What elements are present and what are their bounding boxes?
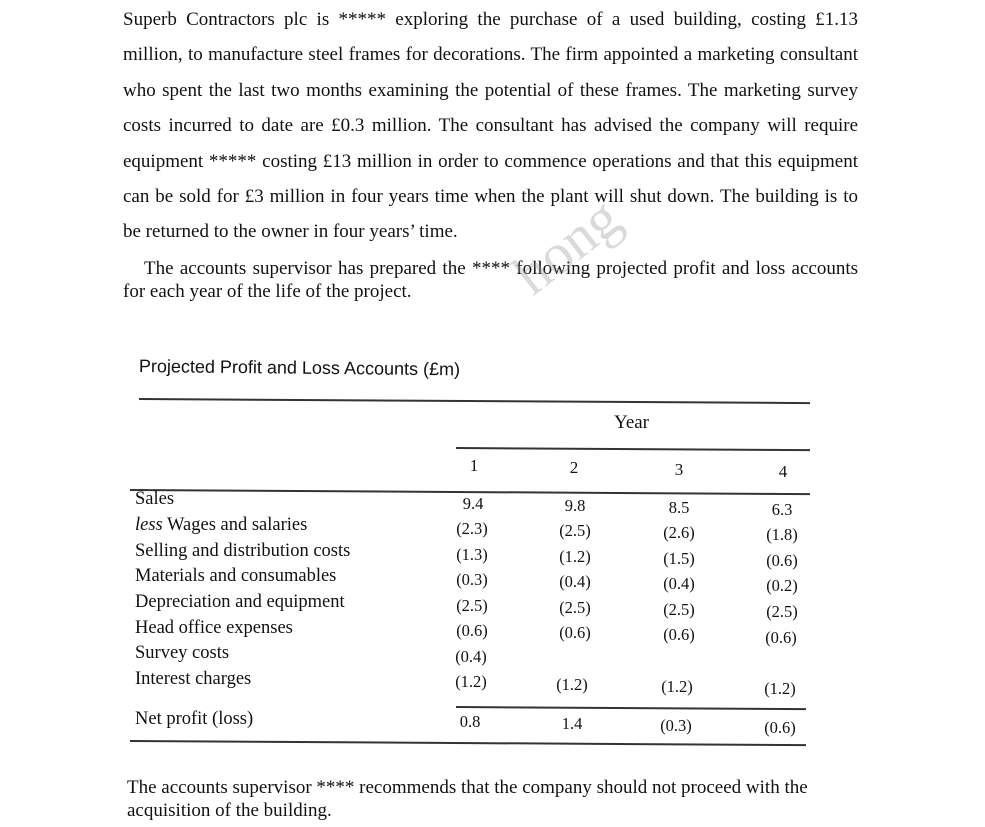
year-header: Year — [614, 412, 650, 433]
cell-materials-y2: (0.4) — [559, 572, 591, 591]
cell-interest-y2: (1.2) — [556, 675, 588, 694]
cell-wages-y1: (2.3) — [456, 519, 488, 538]
recommendation-paragraph — [127, 776, 862, 822]
cell-interest-y4: (1.2) — [764, 679, 796, 698]
row-label-selling: Selling and distribution costs — [135, 541, 351, 561]
cell-selling-y3: (1.5) — [663, 549, 695, 568]
table-title: Projected Profit and Loss Accounts (£m) — [138, 356, 461, 380]
column-header-year-4: 4 — [778, 462, 788, 481]
cell-depreciation-y4: (2.5) — [766, 602, 798, 621]
cell-interest-y3: (1.2) — [661, 677, 693, 696]
cell-net-y3: (0.3) — [660, 716, 692, 735]
cell-selling-y2: (1.2) — [559, 547, 591, 566]
row-label-interest: Interest charges — [135, 669, 252, 689]
cell-survey-y1: (0.4) — [455, 647, 487, 666]
cell-sales-y3: 8.5 — [668, 498, 690, 517]
supervisor-text: The accounts supervisor has prepared the **** following projected profit and loss accounts for each year of the life of the project. — [123, 258, 858, 302]
cell-sales-y2: 9.8 — [564, 496, 586, 515]
subtotal-rule — [456, 706, 806, 710]
column-header-year-1: 1 — [469, 456, 479, 475]
cell-materials-y4: (0.2) — [766, 576, 798, 595]
row-label-survey: Survey costs — [135, 643, 230, 663]
row-label-head-office: Head office expenses — [135, 618, 293, 638]
cell-depreciation-y3: (2.5) — [663, 600, 695, 619]
cell-sales-y1: 9.4 — [462, 494, 484, 513]
row-label-less: less — [135, 515, 163, 535]
cell-net-y4: (0.6) — [764, 718, 796, 737]
column-header-year-2: 2 — [569, 458, 579, 477]
row-label-wages-text: Wages and salaries — [162, 515, 308, 535]
cell-materials-y1: (0.3) — [456, 570, 488, 589]
cell-head-office-y3: (0.6) — [663, 625, 695, 644]
row-label-wages — [135, 515, 307, 536]
intro-paragraph — [123, 2, 858, 250]
year-rule — [456, 447, 810, 451]
cell-materials-y3: (0.4) — [663, 574, 695, 593]
cell-net-y2: 1.4 — [561, 714, 583, 733]
cell-depreciation-y2: (2.5) — [559, 598, 591, 617]
cell-head-office-y4: (0.6) — [765, 628, 797, 647]
cell-wages-y3: (2.6) — [663, 523, 695, 542]
cell-head-office-y1: (0.6) — [456, 621, 488, 640]
table-top-rule — [139, 398, 810, 404]
recommendation-text: The accounts supervisor **** recommends that the company should not proceed with the acquisition of the building. — [127, 777, 808, 821]
column-header-year-3: 3 — [674, 460, 684, 479]
cell-selling-y1: (1.3) — [456, 545, 488, 564]
cell-selling-y4: (0.6) — [766, 551, 798, 570]
cell-wages-y4: (1.8) — [766, 525, 798, 544]
row-label-sales: Sales — [135, 489, 175, 509]
table-bottom-rule — [130, 740, 806, 746]
watermark: hong — [500, 184, 633, 308]
cell-sales-y4: 6.3 — [771, 500, 793, 519]
cell-depreciation-y1: (2.5) — [456, 596, 488, 615]
cell-head-office-y2: (0.6) — [559, 623, 591, 642]
row-label-depreciation: Depreciation and equipment — [135, 592, 345, 612]
cell-net-y1: 0.8 — [459, 712, 481, 731]
cell-wages-y2: (2.5) — [559, 521, 591, 540]
cell-interest-y1: (1.2) — [455, 672, 487, 691]
intro-text: Superb Contractors plc is ***** exploring the purchase of a used building, costing £1.13 million, to manufacture steel frames for decorations. The firm appointed a marketing consultant who spent the last two months examining the potential of these frames. The marketing survey costs incurred to date are £0.3 million. The consultant has advised the company will require equipment ***** costing £13 million in order to commence operations and that this equipment can be sold for £3 million in four years time when the plant will shut down. The building is to be returned to the owner in four years’ time. — [123, 9, 858, 243]
row-label-net-profit: Net profit (loss) — [135, 709, 254, 729]
row-label-materials: Materials and consumables — [135, 566, 337, 586]
supervisor-paragraph — [123, 257, 858, 303]
